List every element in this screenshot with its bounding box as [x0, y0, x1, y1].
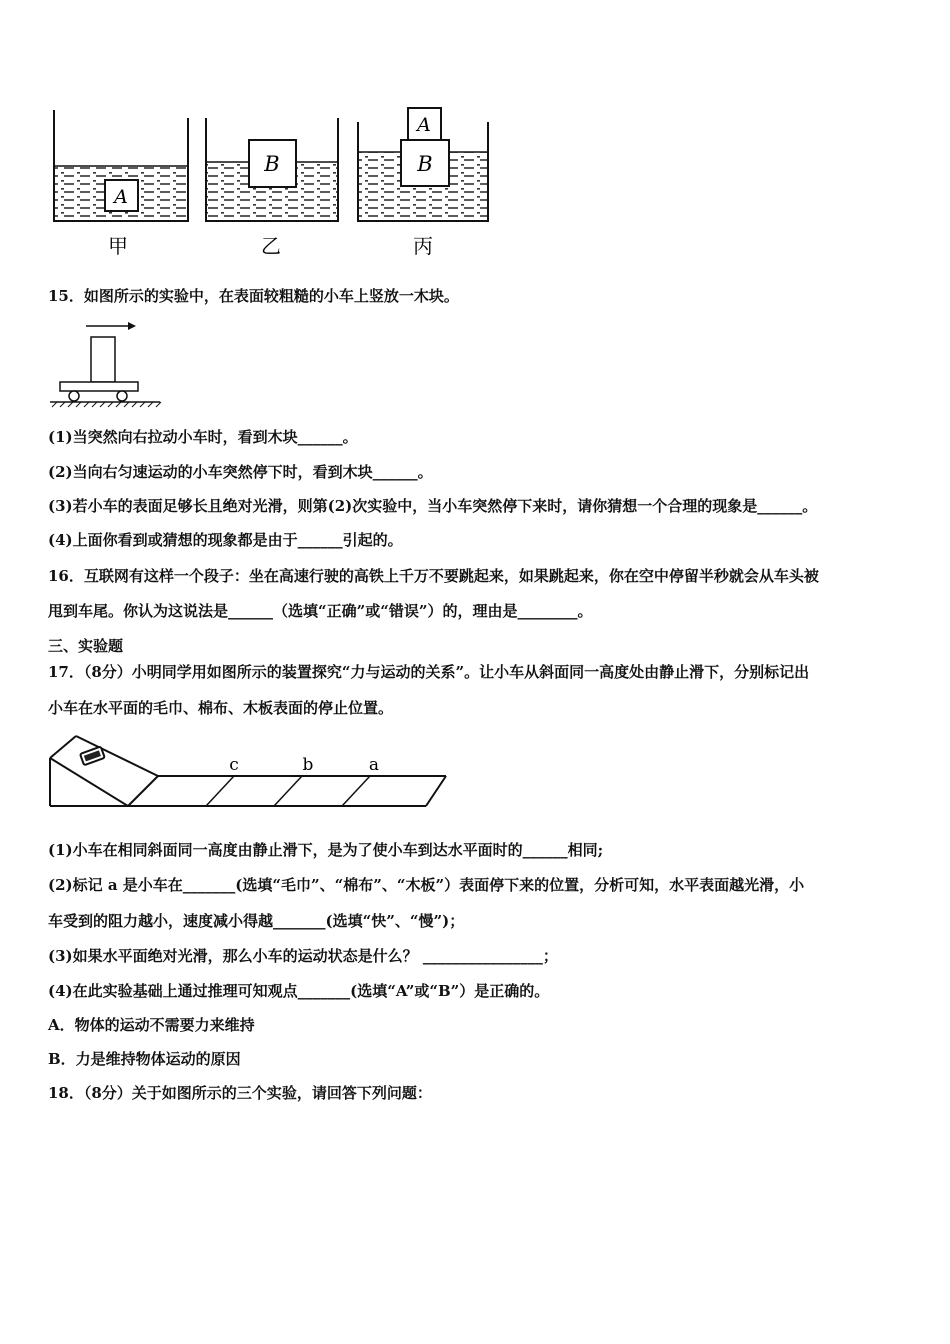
toy-car [80, 746, 105, 765]
block-b-label-bing: B [417, 152, 433, 176]
q15-sub1: (1)当突然向右拉动小车时，看到木块______。 [48, 428, 358, 446]
q17-sub1: (1)小车在相同斜面同一高度由静止滑下，是为了使小车到达水平面时的______相同; [48, 841, 604, 859]
wood-block [91, 337, 115, 382]
label-yi: 乙 [261, 234, 281, 258]
label-jia: 甲 [108, 234, 128, 258]
block-b-label-yi: B [264, 152, 280, 176]
containers-figure [48, 100, 498, 265]
q18-stem: 18．（8分）关于如图所示的三个实验，请回答下列问题： [48, 1084, 432, 1102]
mark-c: c [229, 755, 239, 775]
mark-b: b [302, 755, 314, 775]
container-bing [358, 108, 488, 221]
q15-sub2: (2)当向右匀速运动的小车突然停下时，看到木块______。 [48, 463, 433, 481]
container-yi [206, 118, 338, 221]
q17-sub2-line1: (2)标记 a 是小车在_______(选填“毛巾”、“棉布”、“木板”）表面停下来的位置，分析可知，水平表面越光滑，小 [48, 876, 805, 894]
mark-a: a [368, 755, 380, 775]
q17-option-a: A．物体的运动不需要力来维持 [48, 1016, 255, 1034]
q17-option-b: B．力是维持物体运动的原因 [48, 1050, 241, 1068]
cart-body [60, 382, 138, 391]
block-a-label-jia: A [114, 186, 128, 208]
q15-sub4: (4)上面你看到或猜想的现象都是由于______引起的。 [48, 531, 403, 549]
q17-sub3: (3)如果水平面绝对光滑，那么小车的运动状态是什么？ ________________； [48, 947, 558, 965]
cart-figure [48, 318, 168, 410]
q17-sub4: (4)在此实验基础上通过推理可知观点_______(选填“A”或“B”）是正确的。 [48, 982, 550, 1000]
q16-line1: 16．互联网有这样一个段子：坐在高速行驶的高铁上千万不要跳起来，如果跳起来，你在空中停留半秒就会从车头被 [48, 567, 819, 585]
q17-sub2-line2: 车受到的阻力越小，速度减小得越_______(选填“快”、“慢”)； [48, 912, 465, 930]
ramp-figure [46, 728, 456, 810]
q15-sub3: (3)若小车的表面足够长且绝对光滑，则第(2)次实验中，当小车突然停下来时，请你猜想一个合理的现象是______。 [48, 497, 818, 515]
block-a-label-bing: A [417, 114, 431, 136]
q17-line2: 小车在水平面的毛巾、棉布、木板表面的停止位置。 [48, 699, 394, 717]
section-experiment-heading: 三、实验题 [48, 637, 124, 655]
q15-stem: 15．如图所示的实验中，在表面较粗糙的小车上竖放一木块。 [48, 287, 459, 305]
q17-line1: 17．（8分）小明同学用如图所示的装置探究“力与运动的关系”。让小车从斜面同一高度处由静止滑下，分别标记出 [48, 663, 810, 681]
container-jia [54, 110, 188, 221]
label-bing: 丙 [413, 234, 433, 258]
q16-line2: 甩到车尾。你认为这说法是______（选填“正确”或“错误”）的，理由是________。 [48, 602, 593, 620]
